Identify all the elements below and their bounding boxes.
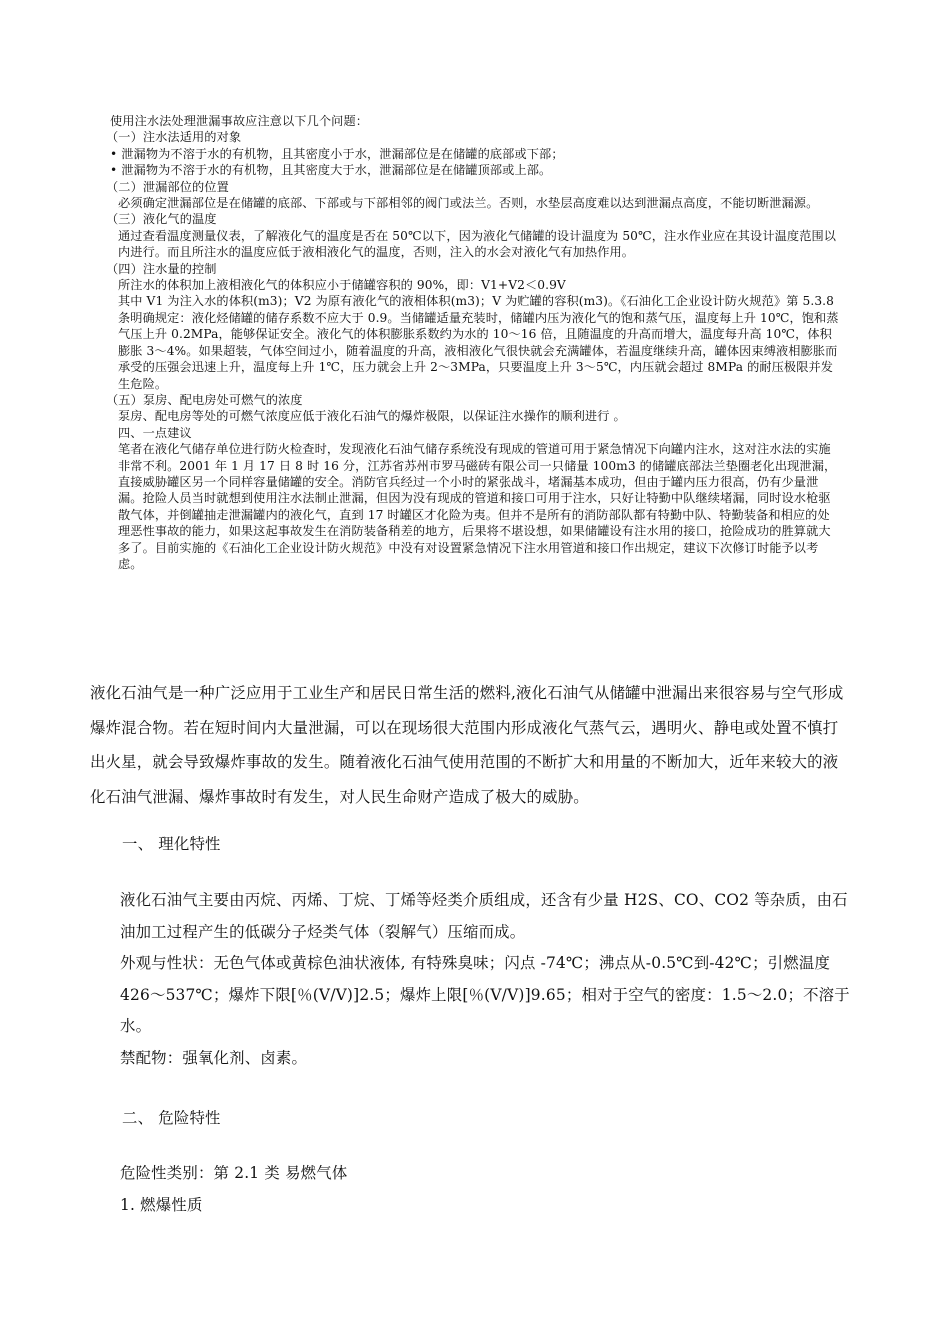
section-2-heading-wrap	[90, 1104, 850, 1132]
notes-formula: 所注水的体积加上液相液化气的体积应小于储罐容积的 90%，即：V1+V2＜0.9V	[118, 278, 566, 293]
notes-para-suggestion: 笔者在液化气储存单位进行防火检查时，发现液化石油气储存系统没有现成的管道可用于紧急情况下向罐内注水，这对注水法的实施非常不利。2001 年 1 月 17 日 8 时 16 分，江苏省苏州市罗马磁砖有限公司一只储量 100m3 的储罐底部法兰垫圈老化出现泄漏，直接威胁罐区另一个同样容量储罐的安全。消防官兵经过一个小时的紧张战斗，堵漏基本成功，但由于罐内压力很高，仍有少量泄漏。抢险人员当时就想到使用注水法制止泄漏，但因为没有现成的管道和接口可用于注水，只好让特勤中队继续堵漏，同时设水枪驱散气体，并倒罐抽走泄漏罐内的液化气，直到 17 时罐区才化险为夷。但并不是所有的消防部队都有特勤中队、特勤装备和相应的处理恶性事故的能力，如果这起事故发生在消防装备稍差的地方，后果将不堪设想，如果储罐设有注水用的接口，抢险成功的胜算就大多了。目前实施的《石油化工企业设计防火规范》中没有对设置紧急情况下注水用管道和接口作出规定，建议下次修订时能予以考虑。	[118, 442, 837, 571]
notes-bullet-1: • 泄漏物为不溶于水的有机物，且其密度小于水，泄漏部位是在储罐的底部或下部；	[110, 146, 564, 161]
notes-heading-suggestion: 四、一点建议	[118, 425, 192, 440]
section-1-paragraph-properties: 外观与性状：无色气体或黄棕色油状液体, 有特殊臭味；闪点 -74℃；沸点从-0.5℃到-42℃；引燃温度 426～537℃；爆炸下限[％(V/V)]2.5；爆炸上限[％(V/V)]9.65；相对于空气的密度：1.5～2.0；不溶于水。	[120, 954, 850, 1035]
notes-bullet-2: • 泄漏物为不溶于水的有机物，且其密度大于水，泄漏部位是在储罐顶部或上部。	[110, 163, 552, 178]
notes-para-3: 通过查看温度测量仪表，了解液化气的温度是否在 50℃以下，因为液化气储罐的设计温度为 50℃，注水作业应在其设计温度范围以内进行。而且所注水的温度应低于液相液化气的温度，否则，注入的水会对液化气有加热作用。	[118, 228, 837, 260]
notes-intro: 使用注水法处理泄漏事故应注意以下几个问题：	[110, 114, 369, 128]
notes-para-5: 泵房、配电房等处的可燃气浓度应低于液化石油气的爆炸极限，以保证注水操作的顺利进行 。	[118, 409, 626, 424]
notes-para-2: 必须确定泄漏部位是在储罐的底部、下部或与下部相邻的阀门或法兰。否则，水垫层高度难以达到泄漏点高度，不能切断泄漏源。	[118, 196, 819, 211]
intro-paragraph: 液化石油气是一种广泛应用于工业生产和居民日常生活的燃料,液化石油气从储罐中泄漏出来很容易与空气形成爆炸混合物。若在短时间内大量泄漏，可以在现场很大范围内形成液化气蒸气云，遇明火、静电或处置不慎打出火星，就会导致爆炸事故的发生。随着液化石油气使用范围的不断扩大和用量的不断加大，近年来较大的液化石油气泄漏、爆炸事故时有发生，对人民生命财产造成了极大的威胁。	[90, 684, 844, 806]
water-injection-notes	[90, 113, 842, 572]
section-1-heading-wrap	[90, 830, 850, 858]
section-1-body	[90, 885, 850, 1074]
section-2-body	[90, 1157, 850, 1221]
notes-heading-2: （二）泄漏部位的位置	[106, 179, 229, 194]
section-1-heading: 一、 理化特性	[122, 835, 221, 853]
notes-heading-4: （四）注水量的控制	[106, 261, 217, 276]
notes-para-4: 其中 V1 为注入水的体积(m3)；V2 为原有液化气的液相体积(m3)；V 为贮罐的容积(m3)。《石油化工企业设计防火规范》第 5.3.8 条明确规定：液化烃储罐的储存系数不应大于 0.9。当储罐适量充装时，储罐内压为液化气的饱和蒸气压，温度每上升 10℃，饱和蒸气压上升 0.2MPa，能够保证安全。液化气的体积膨胀系数约为水的 10～16 倍，且随温度的升高而增大，温度每升高 10℃，体积膨胀 3～4%。如果超装，气体空间过小，随着温度的升高，液相液化气很快就会充满罐体，若温度继续升高，罐体因束缚液相膨胀而承受的压强会迅速上升，温度每上升 1℃，压力就会上升 2～3MPa，只要温度上升 3～5℃，内压就会超过 8MPa 的耐压极限并发生危险。	[118, 294, 839, 391]
section-1-paragraph-composition: 液化石油气主要由丙烷、丙烯、丁烷、丁烯等烃类介质组成，还含有少量 H2S、CO、CO2 等杂质，由石油加工过程产生的低碳分子烃类气体（裂解气）压缩而成。	[120, 891, 848, 941]
notes-heading-3: （三）液化气的温度	[106, 212, 217, 227]
section-2-paragraph-flammability: 1. 燃爆性质	[120, 1196, 203, 1214]
section-2-paragraph-class: 危险性类别：第 2.1 类 易燃气体	[120, 1164, 348, 1182]
intro-section	[90, 676, 850, 814]
section-1-paragraph-incompatible: 禁配物：强氧化剂、卤素。	[120, 1048, 308, 1067]
notes-heading-1: （一）注水法适用的对象	[106, 130, 242, 145]
notes-heading-5: （五）泵房、配电房处可燃气的浓度	[106, 392, 303, 407]
section-2-heading: 二、 危险特性	[122, 1109, 221, 1127]
